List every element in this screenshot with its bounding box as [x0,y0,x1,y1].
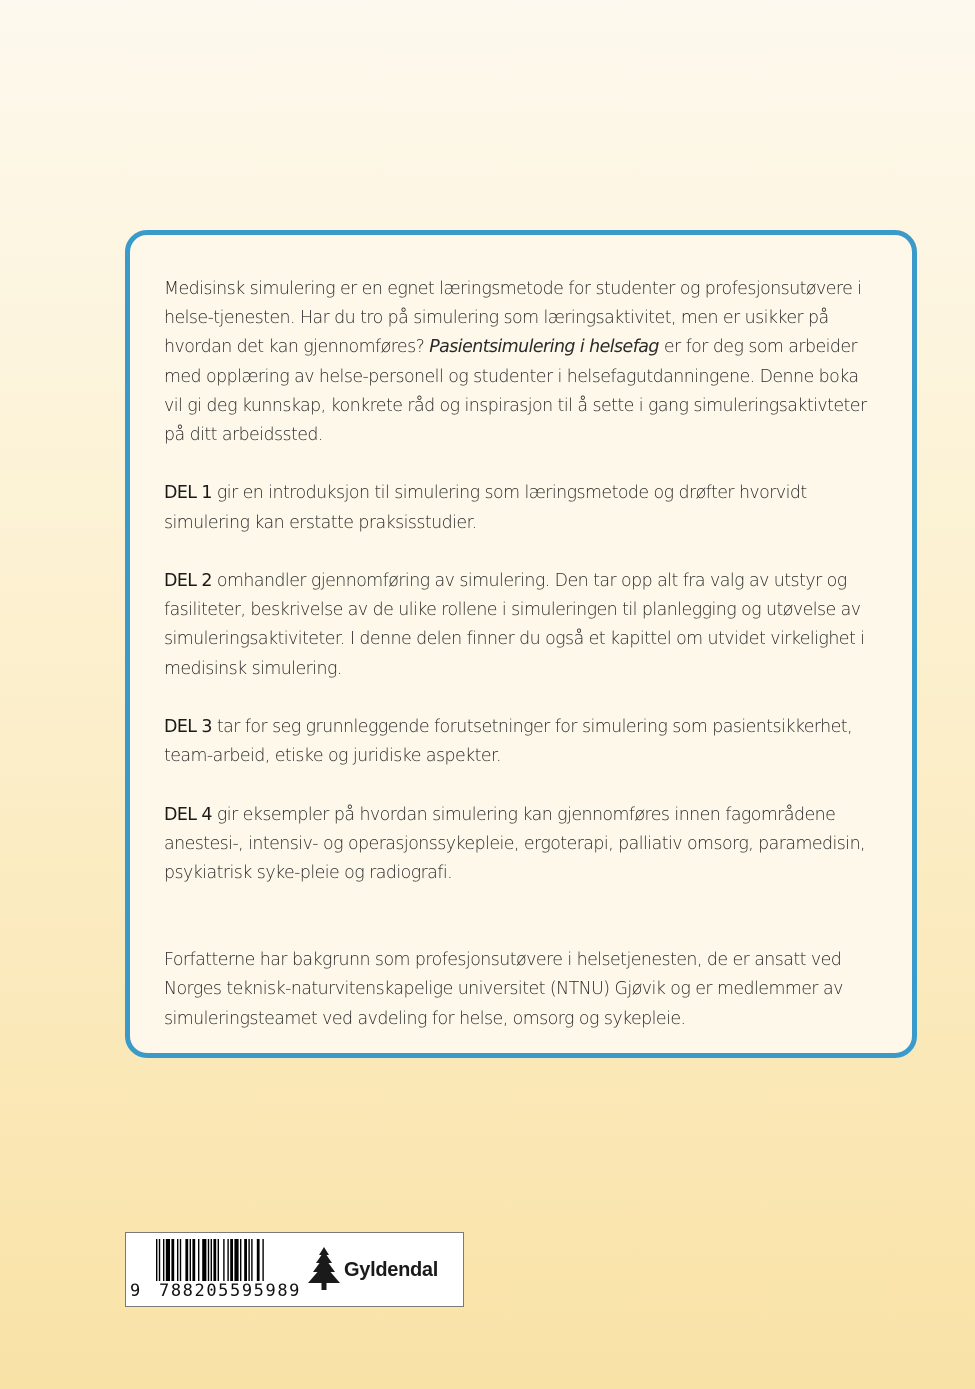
barcode-bar [211,1239,212,1281]
part-2-paragraph [164,567,880,684]
barcode-bar [192,1239,195,1281]
barcode-bar [218,1239,219,1281]
barcode-bar [166,1239,170,1281]
barcode-bar [202,1239,206,1281]
authors-paragraph: Forfatterne har bakgrunn som profesjonsutøvere i helsetjenesten, de er ansatt ved Norges teknisk-naturvitenskapelige universitet (NTNU) Gjøvik og er medlemmer av simuleringsteamet ved avdeling for helse, omsorg og sykepleie. [164,950,843,1029]
back-cover-text-panel [125,230,917,1058]
barcode-bar [213,1239,216,1281]
barcode-bar [171,1239,174,1281]
barcode-bar [159,1239,160,1281]
barcode-bars [130,1239,280,1281]
part-1-text: gir en introduksjon til simulering som læringsmetode og drøfter hvorvidt simulering kan erstatte praksisstudier. [164,483,807,533]
isbn-lead-digit: 9 [130,1281,141,1301]
barcode-bar [185,1239,188,1281]
isbn-digits: 788205595989 [159,1281,302,1301]
barcode-bar [262,1239,263,1281]
barcode-bar [223,1239,224,1281]
part-1-label: DEL 1 [164,483,212,504]
intro-paragraph [164,275,880,450]
barcode-bar [190,1239,191,1281]
blurb-text [164,275,880,1063]
barcode-bar [251,1239,252,1281]
barcode-bar [180,1239,181,1281]
barcode-bar [248,1239,249,1281]
part-3-paragraph [164,713,880,771]
part-2-text: omhandler gjennomføring av simulering. Den tar opp alt fra valg av utstyr og fasiliteter, beskrivelse av de ulike rollene i simuleringen til planlegging og utøvelse av simuleringsaktiviteter. I denne delen finner du også et kapittel om utvidet virkelighet i medisinsk simulering. [164,571,865,679]
part-1-paragraph [164,479,880,537]
barcode-bar [177,1239,178,1281]
barcode-bar [156,1239,157,1281]
part-3-label: DEL 3 [164,717,212,737]
intro-text-2: er for deg som arbeider med opplæring av helse-personell og studenter i helsefagutdanningene. Denne boka vil gi deg kunnskap, konkrete råd og inspirasjon til å sette i gang simuleringsaktivteter på ditt arbeidssted. [164,337,867,446]
part-4-paragraph [164,801,880,889]
part-4-text: gir eksempler på hvordan simulering kan gjennomføres innen fagområdene anestesi-, intensiv- og operasjonssykepleie, ergoterapi, palliativ omsorg, paramedisin, psykiatrisk syke-pleie og radiografi. [164,804,866,883]
barcode-bar [234,1239,238,1281]
part-2-label: DEL 2 [164,571,212,591]
intro-text-1: Medisinsk simulering er en egnet læringsmetode for studenter og profesjonsutøvere i helse-tjenesten. Har du tro på simulering som læringsaktivitet, men er usikker på hvordan det kan gjennomføres? [164,279,862,358]
barcode-bar [244,1239,247,1281]
barcode-bar [163,1239,164,1281]
part-4-label: DEL 4 [164,804,212,825]
publisher-logo-text: Gyldendal [344,1259,438,1281]
book-title: Pasientsimulering i helsefag [429,337,659,358]
barcode-bar [208,1239,209,1281]
barcode-bar [230,1239,233,1281]
barcode-bar [240,1239,241,1281]
part-3-text: tar for seg grunnleggende forutsetninger for simulering som pasientsikkerhet, team-arbeid, etiske og juridiske aspekter. [164,717,853,767]
barcode-bar [227,1239,228,1281]
barcode-bar [198,1239,199,1281]
barcode-bar [257,1239,260,1281]
spruce-tree-icon [307,1247,341,1291]
isbn-barcode-box [125,1232,464,1307]
